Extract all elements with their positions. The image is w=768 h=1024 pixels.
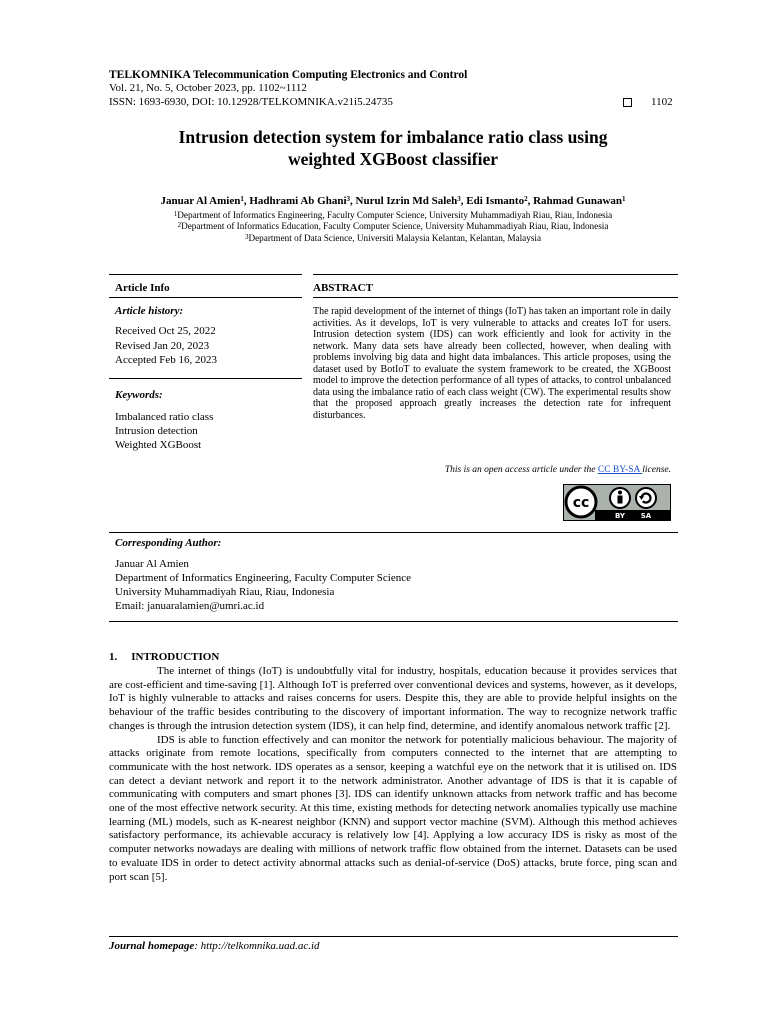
section-heading [109,651,219,663]
paper-title [109,126,677,170]
author-affiliation: 1 [622,195,626,203]
title-line-2: weighted XGBoost classifier [288,149,498,169]
affiliation-text: Department of Data Science, Universiti Malaysia Kelantan, Kelantan, Malaysia [248,233,542,243]
license-suffix: license. [642,465,671,475]
keyword-item: Weighted XGBoost [115,439,202,451]
section-title: INTRODUCTION [131,651,220,663]
author-affiliation: 1 [240,195,244,203]
page-number: 1102 [651,96,673,108]
volume-line: Vol. 21, No. 5, October 2023, pp. 1102~1112 [109,82,307,94]
intro-paragraph-1: The internet of things (IoT) is undoubtfully vital for industry, hospitals, education because it provides services that are cost-efficient and time-saving [1]. Although IoT is preferred over conventional devices and systems, however, as it develops, IoT is highly vulnerable to attacks and raises concerns for users. Despite this, they are able to provide helpful insights on the behaviour of the traffic besides contributing to the discovery of important information. The way to recognize network traffic changes is through the intrusion detection system (IDS), it can help find, determine, and identify anomalous network traffic [2]. [109,665,677,732]
sa-label: SA [640,512,652,520]
revised-date: Revised Jan 20, 2023 [115,340,210,352]
section-number: 1. [109,651,118,663]
affiliation-3 [109,233,677,244]
keyword-item: Intrusion detection [115,425,198,437]
author-name: Rahmad Gunawan [533,195,623,207]
author-affiliation: 2 [524,195,528,203]
article-history-heading: Article history: [115,305,184,317]
corresponding-bottom-rule [109,621,678,622]
cc-label: cc [572,495,590,511]
journal-name: TELKOMNIKA Telecommunication Computing Electronics and Control [109,69,468,81]
affiliation-text: Department of Informatics Engineering, Faculty Computer Science, University Muhammadiyah Riau, Riau, Indonesia [177,210,613,220]
abstract-body: The rapid development of the internet of things (IoT) has taken an important role in daily activities. As it develops, IoT is very vulnerable to attacks and creates IoT for users. Intrusion detection system (IDS) can work efficiently and look for activity in the network. Many data sets have already been collected, however, when dealing with problems involving big data and hight data imbalances. This article proposes, using the dataset used by BotIoT to evaluate the system framework to be created, the XGBoost model to improve the detection performance of all types of attacks, to control unbalanced data using the imbalance ratio of each class weight (CW). The experimental results show that the proposed approach greatly increases the detection rate for infrequent disturbances. [313,306,671,421]
history-rule [109,378,302,379]
received-date: Received Oct 25, 2022 [115,325,216,337]
abstract-heading: ABSTRACT [313,282,373,294]
keyword-item: Imbalanced ratio class [115,411,214,423]
intro-body [109,665,677,884]
corresponding-heading: Corresponding Author: [115,537,222,549]
corresponding-top-rule [109,532,678,533]
corresponding-name: Januar Al Amien [115,558,189,570]
affiliation-1 [109,210,677,221]
cc-by-sa-badge-icon[interactable] [563,484,671,521]
author-name: Edi Ismanto [466,195,525,207]
corresponding-university: University Muhammadiyah Riau, Riau, Indonesia [115,586,335,598]
license-prefix: This is an open access article under the [444,465,598,475]
author-affiliation: 3 [346,195,351,203]
corresponding-email: Email: januaralamien@umri.ac.id [115,600,265,612]
author-affiliation: 3 [457,195,461,203]
author-name: Hadhrami Ab Ghani [249,195,347,207]
affiliation-number: 1 [173,210,178,218]
abstract-top-rule [313,274,678,275]
author-list: Januar Al Amien$^1$, Hadhrami Ab Ghani$^3$, Nurul Izrin Md Saleh$^3$, Edi Ismanto$^2$, Rahmad Gunawan$^1$ [160,195,626,207]
affiliation-number: 3 [244,233,249,241]
affiliation-2 [109,221,677,232]
person-icon [618,491,622,495]
keywords-heading: Keywords: [115,389,163,401]
square-icon [623,98,632,107]
corresponding-department: Department of Informatics Engineering, Faculty Computer Science [115,572,411,584]
homepage-label: Journal homepage [109,940,195,952]
license-notice [313,465,671,475]
by-label: BY [614,512,626,520]
abstract-head-rule [313,297,678,298]
info-head-rule [109,297,302,298]
article-info-heading: Article Info [115,282,170,294]
license-link[interactable]: CC BY-SA [597,465,643,475]
info-top-rule [109,274,302,275]
homepage-url[interactable]: : http://telkomnika.uad.ac.id [194,940,320,952]
title-line-1: Intrusion detection system for imbalance ratio class using [178,127,608,147]
journal-homepage [109,940,320,952]
intro-paragraph-2: IDS is able to function effectively and can monitor the network for potentially malicious behaviour. The majority of attacks originate from remote locations, specifically from computers connected to the internet that are attempting to communicate with the host network. IDS operates as a sensor, keeping a watchful eye on the network that it is utilised on. IDS can detect a deviant network and report it to the network administrator. Another advantage of IDS is that it is capable of communicating with computers and smart phones [3]. IDS can identify unknown attacks from network traffic and has become one of the most effective network security. At this time, existing methods for detecting network anomalies typically use machine learning (ML) models, such as K-nearest neighbor (KNN) and support vector machine (SVM). Although this method achieves satisfactory performance, its achievable accuracy is relatively low [4]. Applying a low accuracy IDS is risky as most of the computer networks nowadays are dealing with millions of network traffic flow obtained from the internet. Datasets can be used to evaluate IDS in order to detect activity abnormal attacks such as denial-of-service (DoS) attacks, brute force, ping scan and port scan [5]. [109,733,677,883]
issn-line: ISSN: 1693-6930, DOI: 10.12928/TELKOMNIKA.v21i5.24735 [109,96,393,108]
author-name: Nurul Izrin Md Saleh [355,195,458,207]
accepted-date: Accepted Feb 16, 2023 [115,354,218,366]
affiliation-text: Department of Informatics Education, Faculty Computer Science, University Muhammadiyah Riau, Riau, Indonesia [181,221,609,231]
affiliation-number: 2 [177,221,182,229]
footer-rule [109,936,678,937]
author-name: Januar Al Amien [160,195,241,207]
